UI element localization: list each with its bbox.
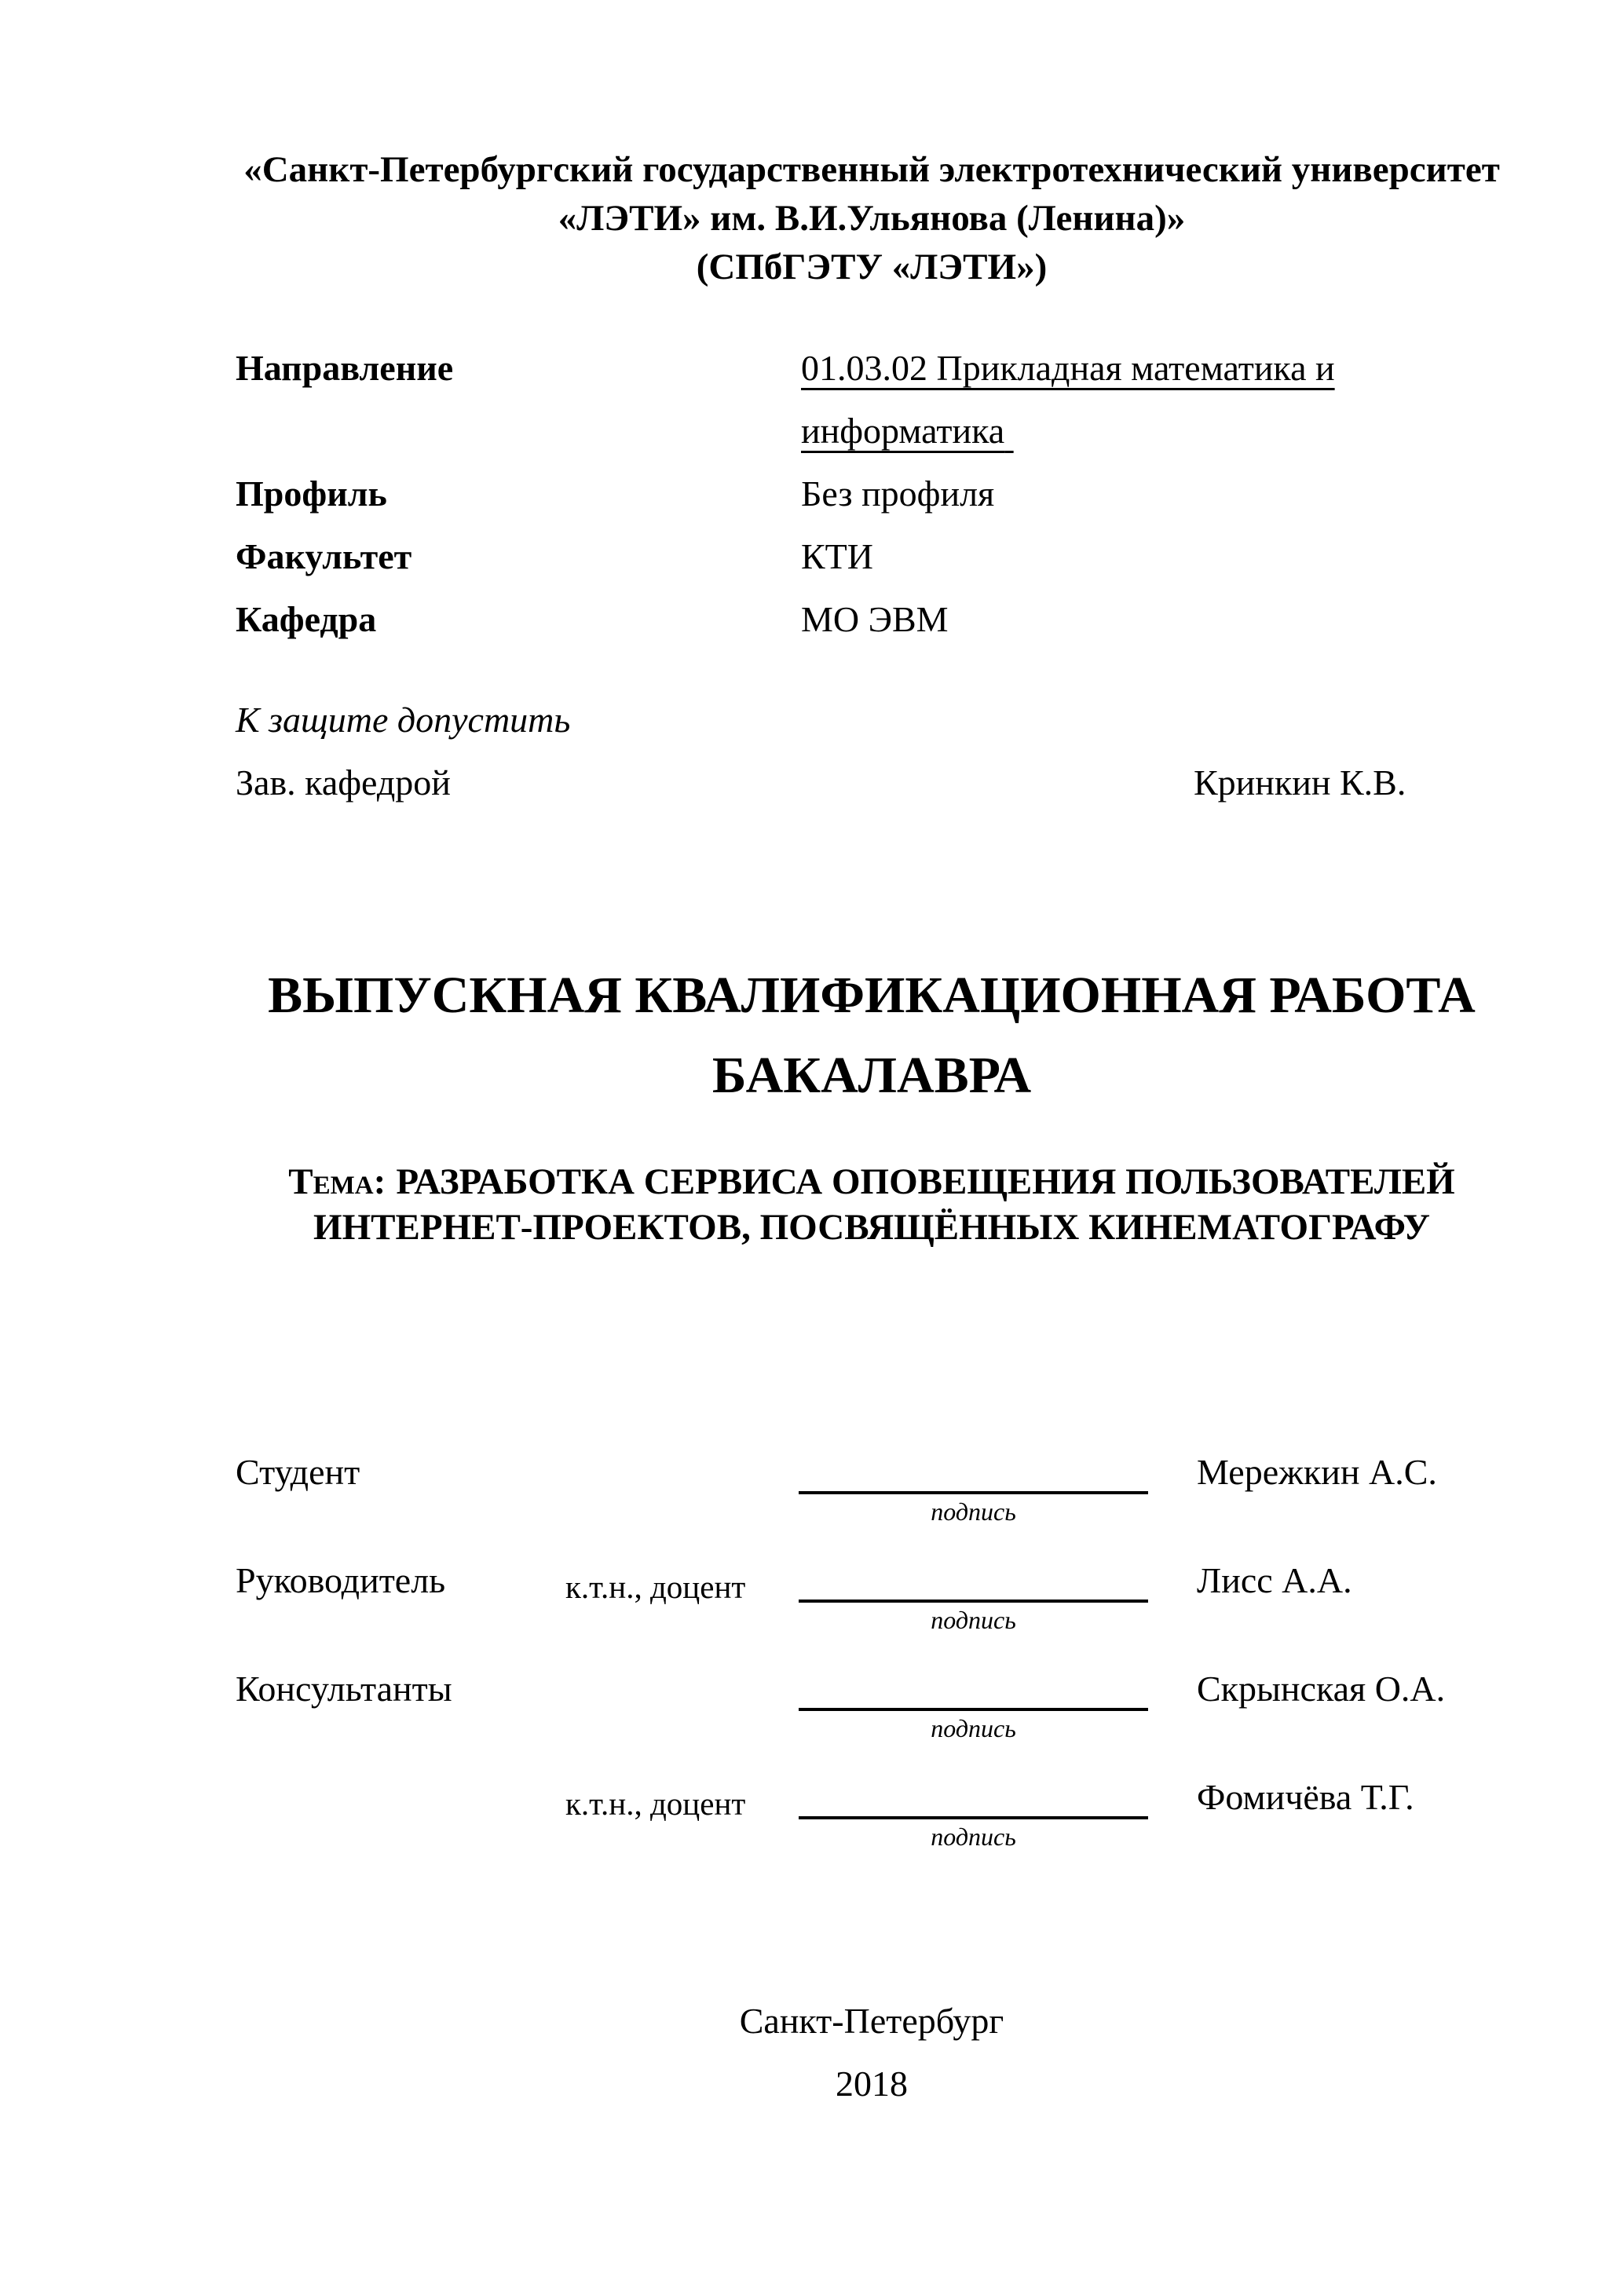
consultants-role-label: Консультанты [236, 1669, 452, 1709]
program-info-block [236, 337, 1508, 651]
signature-caption: подпись [931, 1714, 1016, 1742]
student-signature-field [799, 1450, 1148, 1527]
footer-city: Санкт-Петербург [739, 2001, 1004, 2041]
signature-caption: подпись [931, 1497, 1016, 1526]
student-name: Мережкин А.С. [1197, 1452, 1437, 1492]
consultant-1-name: Скрынская О.А. [1197, 1669, 1446, 1709]
university-header-line-1: «Санкт-Петербургский государственный электротехнический университет [243, 149, 1500, 190]
admission-block [236, 689, 1508, 814]
theme-label: Тема: [288, 1161, 386, 1202]
head-of-department-label: Зав. кафедрой [236, 762, 451, 803]
profile-label: Профиль [236, 473, 387, 514]
consultant-2-name: Фомичёва Т.Г. [1197, 1777, 1414, 1817]
signature-row-student [236, 1450, 1508, 1527]
signature-row-consultant-1 [236, 1667, 1508, 1744]
faculty-value: КТИ [801, 536, 873, 576]
consultant-1-signature-field [799, 1667, 1148, 1744]
university-header-line-3: (СПбГЭТУ «ЛЭТИ») [696, 247, 1048, 287]
head-of-department-name: Кринкин К.В. [1194, 762, 1406, 803]
thesis-theme [236, 1159, 1508, 1250]
university-header [236, 145, 1508, 291]
info-row-profile [236, 462, 1508, 525]
footer-block [236, 1990, 1508, 2115]
signature-row-consultant-2 [236, 1775, 1508, 1852]
admission-row [236, 751, 1508, 814]
direction-value: 01.03.02 Прикладная математика и информатика [801, 348, 1335, 451]
university-header-line-2: «ЛЭТИ» им. В.И.Ульянова (Ленина)» [558, 198, 1186, 239]
supervisor-name: Лисс А.А. [1197, 1560, 1352, 1600]
admission-note: К защите допустить [236, 700, 571, 740]
theme-text: РАЗРАБОТКА СЕРВИСА ОПОВЕЩЕНИЯ ПОЛЬЗОВАТЕЛЕЙ ИНТЕРНЕТ-ПРОЕКТОВ, ПОСВЯЩЁННЫХ КИНЕМАТОГРАФУ [313, 1161, 1455, 1248]
info-row-department [236, 588, 1508, 651]
consultant-1-degree-label [565, 1667, 799, 1673]
department-label: Кафедра [236, 599, 377, 639]
department-value: МО ЭВМ [801, 599, 949, 639]
student-degree-label [565, 1450, 799, 1457]
info-row-direction [236, 337, 1508, 462]
supervisor-signature-field [799, 1559, 1148, 1636]
footer-year: 2018 [836, 2064, 908, 2104]
thesis-main-title: ВЫПУСКНАЯ КВАЛИФИКАЦИОННАЯ РАБОТА БАКАЛАВРА [268, 967, 1476, 1104]
faculty-label: Факультет [236, 536, 412, 576]
consultant-2-degree-label: к.т.н., доцент [565, 1786, 746, 1822]
student-role-label: Студент [236, 1452, 360, 1492]
consultant-2-signature-field [799, 1775, 1148, 1852]
signature-row-supervisor [236, 1559, 1508, 1636]
signature-caption: подпись [931, 1823, 1016, 1851]
supervisor-degree-label: к.т.н., доцент [565, 1569, 746, 1605]
profile-value: Без профиля [801, 473, 995, 514]
info-row-faculty [236, 525, 1508, 588]
supervisor-role-label: Руководитель [236, 1560, 446, 1600]
signature-caption: подпись [931, 1606, 1016, 1634]
direction-label: Направление [236, 348, 454, 388]
signatures-block [236, 1450, 1508, 1852]
